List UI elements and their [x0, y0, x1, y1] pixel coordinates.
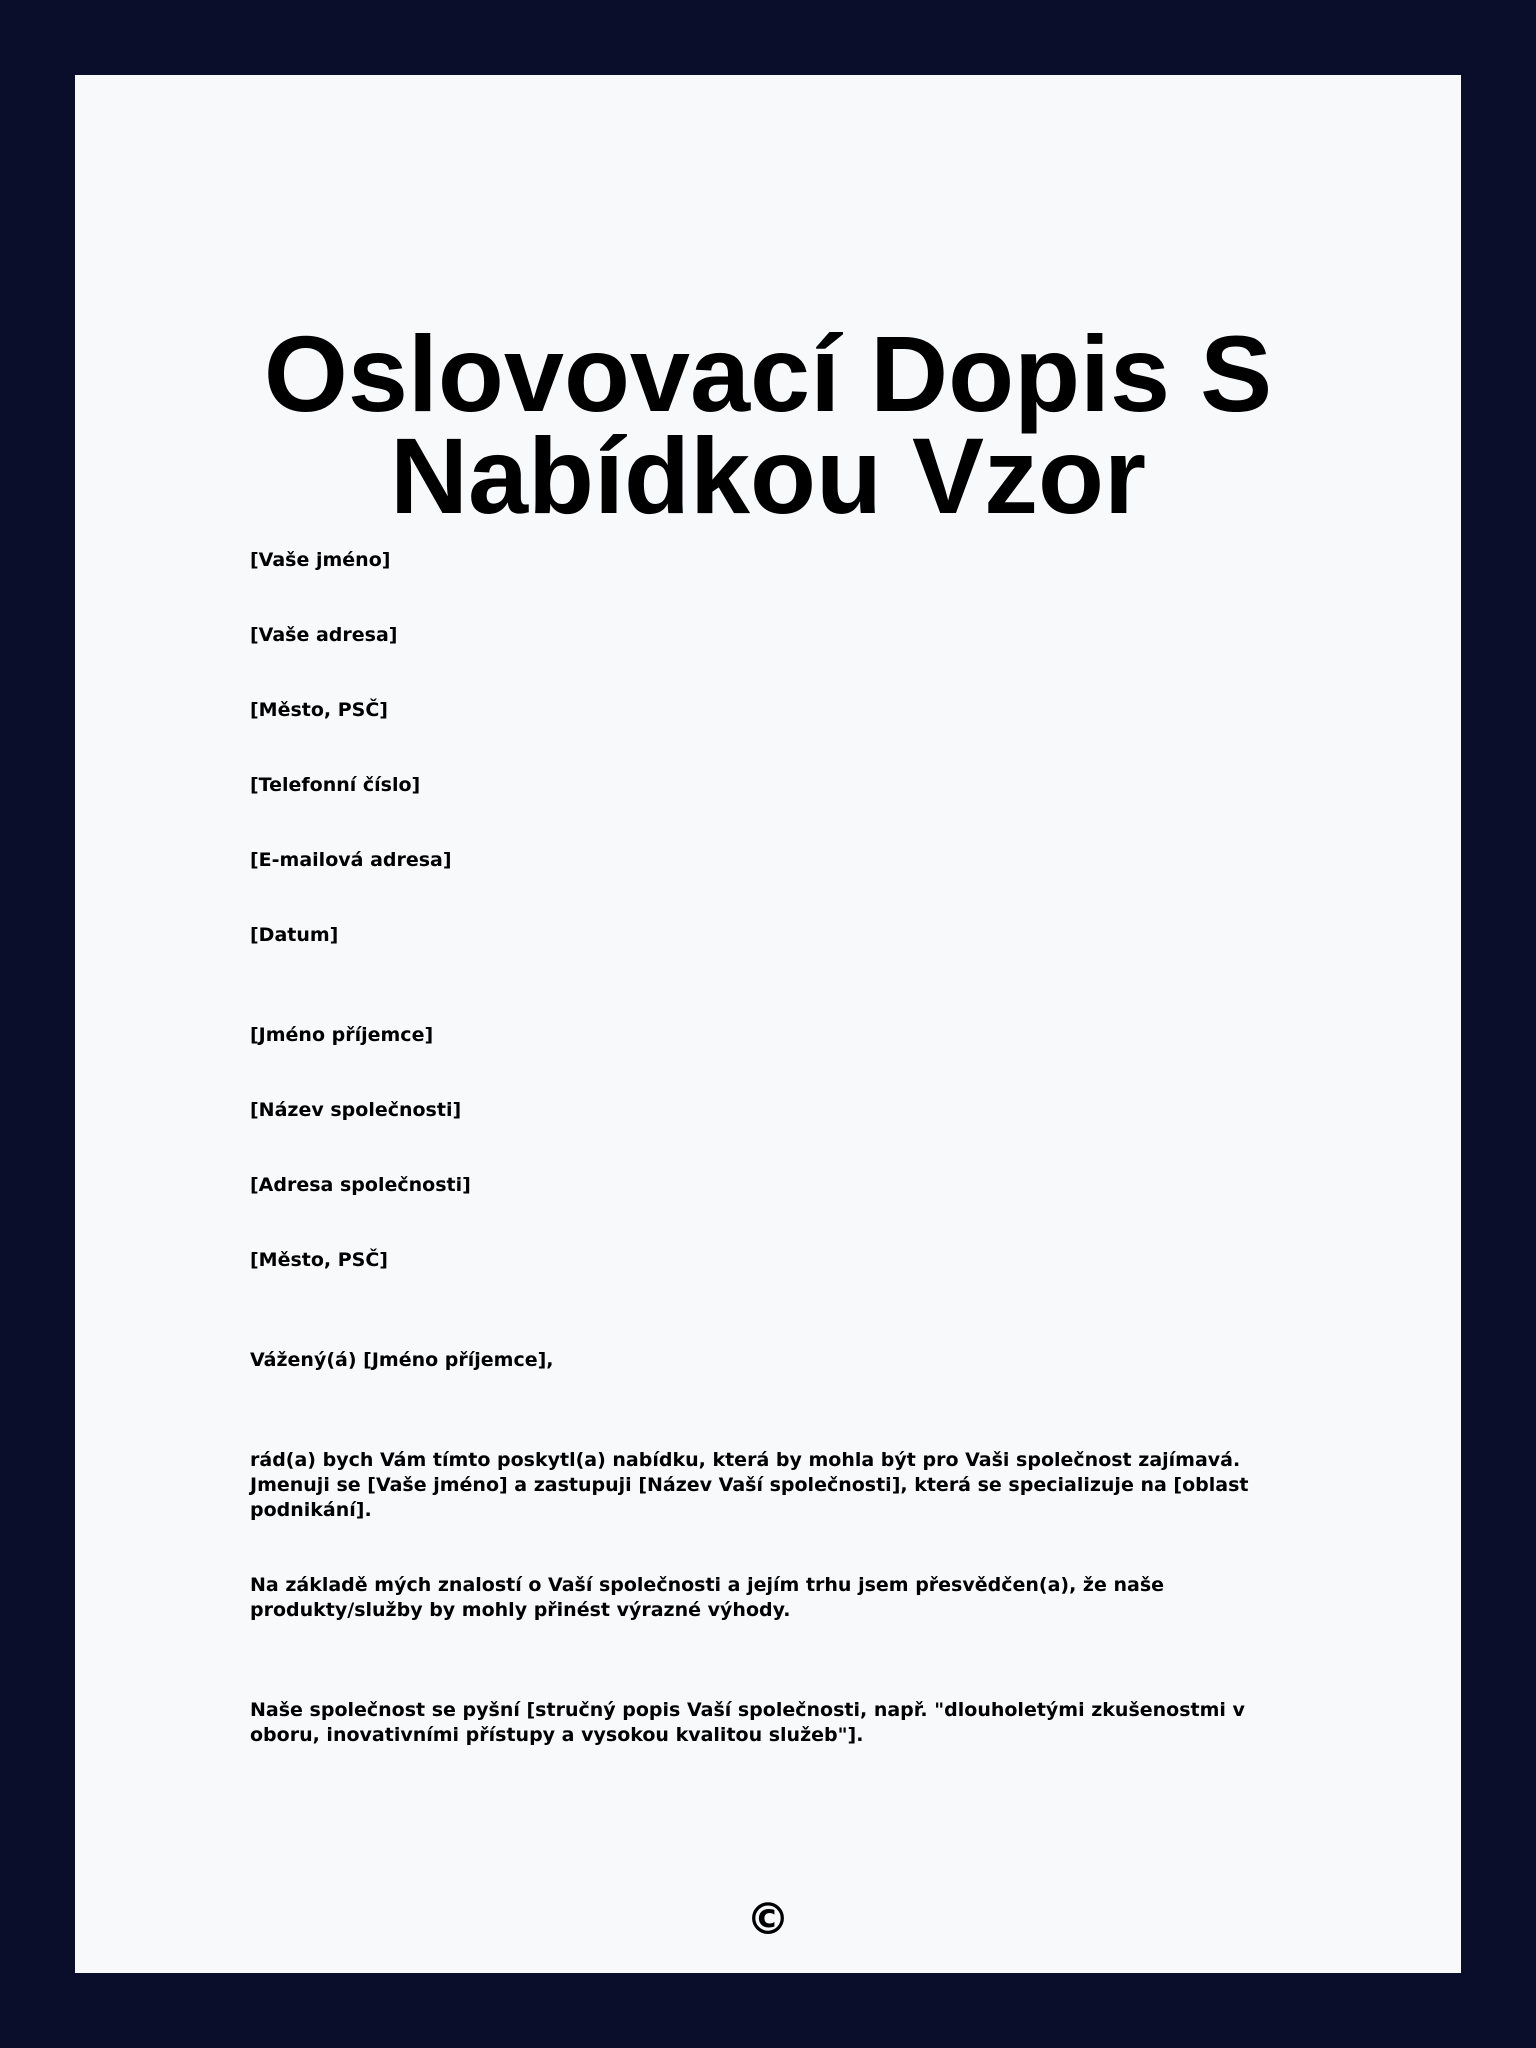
sender-phone: [Telefonní číslo] [250, 774, 421, 796]
title-line-1: Oslovovací Dopis S [263, 313, 1273, 434]
body-paragraph-2: Na základě mých znalostí o Vaší společnosti a jejím trhu jsem přesvědčen(a), že naše produkty/služby by mohly přinést výrazné výhody. [250, 1574, 1165, 1621]
sender-email: [E-mailová adresa] [250, 849, 452, 871]
recipient-address: [Adresa společnosti] [250, 1174, 471, 1196]
recipient-name: [Jméno příjemce] [250, 1024, 434, 1046]
sender-address: [Vaše adresa] [250, 624, 398, 646]
letter-date: [Datum] [250, 924, 339, 946]
sender-name: [Vaše jméno] [250, 549, 391, 571]
recipient-city-zip: [Město, PSČ] [250, 1249, 388, 1271]
document-page [75, 75, 1461, 1973]
body-paragraph-3: Naše společnost se pyšní [stručný popis Vaší společnosti, např. "dlouholetými zkušenostmi v oboru, inovativními přístupy a vysokou kvalitou služeb"]. [250, 1699, 1245, 1746]
copyright-icon: © [746, 1894, 790, 1945]
sender-city-zip: [Město, PSČ] [250, 699, 388, 721]
body-paragraph-1: rád(a) bych Vám tímto poskytl(a) nabídku, která by mohla být pro Vaši společnost zajímavá. Jmenuji se [Vaše jméno] a zastupuji [Název Vaší společnosti], která se specializuje na [oblast podnikání]. [250, 1449, 1249, 1521]
document-title [75, 313, 1461, 536]
recipient-company: [Název společnosti] [250, 1099, 462, 1121]
salutation: Vážený(á) [Jméno příjemce], [250, 1349, 554, 1371]
title-line-2: Nabídkou Vzor [389, 415, 1147, 536]
